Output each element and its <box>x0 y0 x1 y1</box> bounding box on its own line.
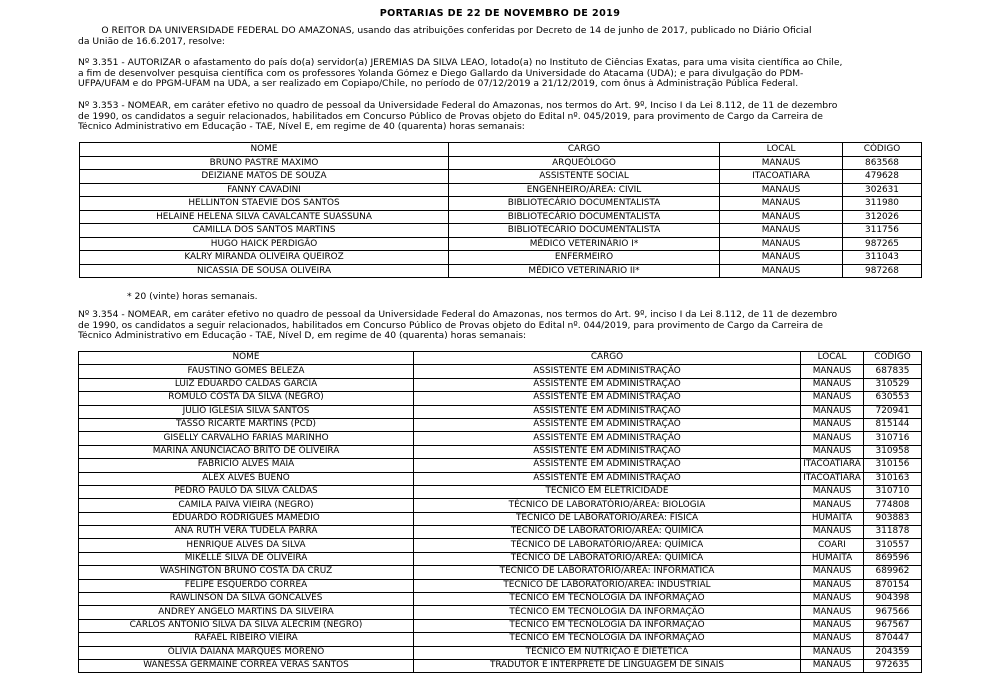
cell-cargo: TÉCNICO EM TECNOLOGIA DA INFORMAÇÃO <box>414 606 801 619</box>
cell-nome: CAMILLA DOS SANTOS MARTINS <box>80 224 449 238</box>
portaria-3353-line: Técnico Administrativo em Educação - TAE, Nível E, em regime de 40 (quarenta) horas semanais: <box>78 122 525 133</box>
cell-local: MANAUS <box>720 183 843 197</box>
cell-nome: RAWLINSON DA SILVA GONCALVES <box>79 593 414 606</box>
cell-local: MANAUS <box>801 579 864 592</box>
table-row <box>80 251 922 265</box>
cell-codigo: 311878 <box>864 526 922 539</box>
cell-nome: HELAINE HELENA SILVA CAVALCANTE SUASSUNA <box>80 210 449 224</box>
cell-nome: FELIPE ESQUERDO CORREA <box>79 579 414 592</box>
cell-local: ITACOATIARA <box>801 459 864 472</box>
cell-nome: EDUARDO RODRIGUES MAMÉDIO <box>79 512 414 525</box>
cell-local: MANAUS <box>801 418 864 431</box>
cell-codigo: 687835 <box>864 365 922 378</box>
column-header-local: LOCAL <box>801 352 864 365</box>
column-header-nome: NOME <box>80 143 449 157</box>
cell-local: MANAUS <box>720 237 843 251</box>
cell-nome: PEDRO PAULO DA SILVA CALDAS <box>79 485 414 498</box>
cell-cargo: BIBLIOTECÁRIO DOCUMENTALISTA <box>449 197 720 211</box>
table-row <box>80 264 922 278</box>
cell-cargo: TÉCNICO EM ELETRICIDADE <box>414 485 801 498</box>
cell-codigo: 972635 <box>864 659 922 672</box>
cell-nome: ALEX ALVES BUENO <box>79 472 414 485</box>
cell-nome: FABRICIO ALVES MAIA <box>79 459 414 472</box>
nomeacao-table-3353 <box>79 142 922 278</box>
table-row <box>79 472 922 485</box>
cell-cargo: MÉDICO VETERINÁRIO I* <box>449 237 720 251</box>
cell-codigo: 310710 <box>864 485 922 498</box>
table-row <box>79 432 922 445</box>
cell-nome: HENRIQUE ALVES DA SILVA <box>79 539 414 552</box>
cell-local: MANAUS <box>720 224 843 238</box>
cell-codigo: 774808 <box>864 499 922 512</box>
cell-codigo: 863568 <box>843 156 922 170</box>
cell-codigo: 869596 <box>864 552 922 565</box>
cell-nome: MARINA ANUNCIACAO BRITO DE OLIVEIRA <box>79 445 414 458</box>
nomeacao-table-3354 <box>78 351 922 673</box>
cell-cargo: ASSISTENTE EM ADMINISTRAÇÃO <box>414 392 801 405</box>
cell-codigo: 630553 <box>864 392 922 405</box>
cell-codigo: 310529 <box>864 378 922 391</box>
cell-nome: FANNY CAVADINI <box>80 183 449 197</box>
table-row <box>80 224 922 238</box>
cell-cargo: TÉCNICO DE LABORATÓRIO/ÁREA: INDUSTRIAL <box>414 579 801 592</box>
table-row <box>79 512 922 525</box>
cell-codigo: 312026 <box>843 210 922 224</box>
cell-cargo: ASSISTENTE EM ADMINISTRAÇÃO <box>414 432 801 445</box>
table-row <box>79 606 922 619</box>
table-row <box>79 633 922 646</box>
cell-codigo: 302631 <box>843 183 922 197</box>
intro-paragraph <box>78 26 922 47</box>
cell-local: COARI <box>801 539 864 552</box>
cell-local: MANAUS <box>801 499 864 512</box>
cell-cargo: ARQUEÓLOGO <box>449 156 720 170</box>
table-row <box>79 646 922 659</box>
table-row <box>79 485 922 498</box>
cell-local: ITACOATIARA <box>801 472 864 485</box>
cell-codigo: 310958 <box>864 445 922 458</box>
table-row <box>80 210 922 224</box>
cell-cargo: TÉCNICO DE LABORATÓRIO/ÁREA: QUÍMICA <box>414 526 801 539</box>
table-body <box>80 156 922 278</box>
cell-cargo: TÉCNICO EM NUTRIÇÃO E DIETÉTICA <box>414 646 801 659</box>
cell-local: MANAUS <box>801 633 864 646</box>
cell-nome: WASHINGTON BRUNO COSTA DA CRUZ <box>79 566 414 579</box>
cell-codigo: 720941 <box>864 405 922 418</box>
cell-nome: KALRY MIRANDA OLIVEIRA QUEIROZ <box>80 251 449 265</box>
table-body <box>79 365 922 673</box>
intro-line: da União de 16.6.2017, resolve: <box>78 36 226 47</box>
column-header-nome: NOME <box>79 352 414 365</box>
table-header-row <box>80 143 922 157</box>
cell-local: MANAUS <box>801 619 864 632</box>
cell-local: MANAUS <box>801 365 864 378</box>
table-row <box>79 392 922 405</box>
cell-local: MANAUS <box>720 156 843 170</box>
cell-local: ITACOATIARA <box>720 170 843 184</box>
cell-nome: ANDREY ANGELO MARTINS DA SILVEIRA <box>79 606 414 619</box>
table-row <box>79 593 922 606</box>
table-row <box>80 183 922 197</box>
cell-cargo: ASSISTENTE EM ADMINISTRAÇÃO <box>414 445 801 458</box>
table-row <box>79 552 922 565</box>
table-row <box>79 499 922 512</box>
cell-local: MANAUS <box>720 264 843 278</box>
table-row <box>79 418 922 431</box>
portaria-3354-paragraph <box>78 310 922 342</box>
cell-local: MANAUS <box>801 526 864 539</box>
footnote: * 20 (vinte) horas semanais. <box>127 291 258 302</box>
cell-local: MANAUS <box>801 646 864 659</box>
cell-nome: GISELLY CARVALHO FARIAS MARINHO <box>79 432 414 445</box>
cell-nome: HELLINTON STAEVIE DOS SANTOS <box>80 197 449 211</box>
cell-cargo: ASSISTENTE EM ADMINISTRAÇÃO <box>414 365 801 378</box>
cell-cargo: ASSISTENTE EM ADMINISTRAÇÃO <box>414 418 801 431</box>
cell-local: MANAUS <box>720 197 843 211</box>
cell-nome: OLIVIA DAIANA MARQUES MORENO <box>79 646 414 659</box>
table-row <box>79 539 922 552</box>
cell-local: HUMAITÁ <box>801 552 864 565</box>
cell-local: MANAUS <box>801 606 864 619</box>
table-row <box>79 459 922 472</box>
cell-nome: LUIZ EDUARDO CALDAS GARCIA <box>79 378 414 391</box>
cell-nome: WANESSA GERMAINE CORREA VERAS SANTOS <box>79 659 414 672</box>
cell-local: MANAUS <box>720 210 843 224</box>
cell-local: MANAUS <box>801 593 864 606</box>
column-header-codigo: CÓDIGO <box>843 143 922 157</box>
cell-codigo: 967566 <box>864 606 922 619</box>
cell-nome: HUGO HAICK PERDIGÃO <box>80 237 449 251</box>
cell-nome: RAFAEL RIBEIRO VIEIRA <box>79 633 414 646</box>
cell-cargo: TÉCNICO DE LABORATÓRIO/ÁREA: BIOLOGIA <box>414 499 801 512</box>
cell-codigo: 904398 <box>864 593 922 606</box>
cell-codigo: 689962 <box>864 566 922 579</box>
column-header-cargo: CARGO <box>449 143 720 157</box>
portaria-3353-paragraph <box>78 101 922 133</box>
portaria-3351-line: UFPA/UFAM e do PPGM-UFAM na UDA, a ser realizado em Copiapo/Chile, no período de 07/12/2019 a 21/12/2019, com ônus à Administração Pública Federal. <box>78 79 799 90</box>
table-row <box>80 156 922 170</box>
cell-codigo: 903883 <box>864 512 922 525</box>
table-row <box>79 579 922 592</box>
cell-cargo: TÉCNICO DE LABORATÓRIO/ÁREA: QUÍMICA <box>414 539 801 552</box>
cell-cargo: ASSISTENTE EM ADMINISTRAÇÃO <box>414 378 801 391</box>
cell-codigo: 310163 <box>864 472 922 485</box>
cell-nome: ROMULO COSTA DA SILVA (NEGRO) <box>79 392 414 405</box>
table-row <box>79 405 922 418</box>
cell-cargo: TÉCNICO EM TECNOLOGIA DA INFORMAÇÃO <box>414 633 801 646</box>
table-row <box>80 170 922 184</box>
cell-local: MANAUS <box>801 405 864 418</box>
column-header-codigo: CÓDIGO <box>864 352 922 365</box>
cell-cargo: TÉCNICO DE LABORATÓRIO/ÁREA: QUÍMICA <box>414 552 801 565</box>
portaria-3353-line: de 1990, os candidatos a seguir relacionados, habilitados em Concurso Público de Provas objeto do Edital nº. 045/2019, para provimento de Cargo da Carreira de <box>78 111 823 122</box>
cell-codigo: 815144 <box>864 418 922 431</box>
portaria-3353-line: Nº 3.353 - NOMEAR, em caráter efetivo no quadro de pessoal da Universidade Federal do Amazonas, nos termos do Art. 9º, Inciso I da Lei 8.112, de 11 de dezembro <box>78 101 838 111</box>
table-row <box>79 619 922 632</box>
table-row <box>79 365 922 378</box>
cell-cargo: TÉCNICO EM TECNOLOGIA DA INFORMAÇÃO <box>414 593 801 606</box>
cell-codigo: 310716 <box>864 432 922 445</box>
cell-cargo: ASSISTENTE SOCIAL <box>449 170 720 184</box>
intro-line: O REITOR DA UNIVERSIDADE FEDERAL DO AMAZONAS, usando das atribuições conferidas por Decreto de 14 de junho de 2017, publicado no Diário Oficial <box>78 26 812 36</box>
cell-nome: JULIO IGLESIA SILVA SANTOS <box>79 405 414 418</box>
cell-local: MANAUS <box>801 566 864 579</box>
column-header-cargo: CARGO <box>414 352 801 365</box>
cell-cargo: TÉCNICO DE LABORATÓRIO/ÁREA: INFORMÁTICA <box>414 566 801 579</box>
cell-nome: ANA RUTH VERA TUDELA PARRA <box>79 526 414 539</box>
cell-nome: FAUSTINO GOMES BELEZA <box>79 365 414 378</box>
portaria-3354-line: Técnico Administrativo em Educação - TAE, Nível D, em regime de 40 (quarenta) horas semanais: <box>78 331 527 342</box>
cell-cargo: ENGENHEIRO/ÁREA: CIVIL <box>449 183 720 197</box>
table-row <box>79 659 922 672</box>
cell-cargo: ASSISTENTE EM ADMINISTRAÇÃO <box>414 472 801 485</box>
cell-nome: MIKELLE SILVA DE OLIVEIRA <box>79 552 414 565</box>
column-header-local: LOCAL <box>720 143 843 157</box>
cell-codigo: 479628 <box>843 170 922 184</box>
portaria-3351-paragraph <box>78 58 922 90</box>
cell-nome: CAMILA PAIVA VIEIRA (NEGRO) <box>79 499 414 512</box>
cell-cargo: ENFERMEIRO <box>449 251 720 265</box>
cell-cargo: BIBLIOTECÁRIO DOCUMENTALISTA <box>449 210 720 224</box>
cell-codigo: 204359 <box>864 646 922 659</box>
cell-codigo: 311043 <box>843 251 922 265</box>
cell-local: HUMAITÁ <box>801 512 864 525</box>
cell-nome: TASSO RICARTE MARTINS (PCD) <box>79 418 414 431</box>
cell-nome: CARLOS ANTONIO SILVA DA SILVA ALECRIM (NEGRO) <box>79 619 414 632</box>
page-title: PORTARIAS DE 22 DE NOVEMBRO DE 2019 <box>379 8 621 19</box>
cell-cargo: TRADUTOR E INTÉRPRETE DE LINGUAGEM DE SINAIS <box>414 659 801 672</box>
cell-local: MANAUS <box>801 659 864 672</box>
cell-codigo: 870154 <box>864 579 922 592</box>
table-row <box>80 237 922 251</box>
table-row <box>80 197 922 211</box>
cell-nome: NICASSIA DE SOUSA OLIVEIRA <box>80 264 449 278</box>
cell-local: MANAUS <box>801 378 864 391</box>
portaria-3351-line: Nº 3.351 - AUTORIZAR o afastamento do país do(a) servidor(a) JEREMIAS DA SILVA LEÃO, lotado(a) no Instituto de Ciências Exatas, para uma visita científica ao Chile, <box>78 58 843 68</box>
cell-codigo: 310156 <box>864 459 922 472</box>
cell-local: MANAUS <box>720 251 843 265</box>
cell-local: MANAUS <box>801 445 864 458</box>
table-row <box>79 526 922 539</box>
cell-codigo: 967567 <box>864 619 922 632</box>
table-row <box>79 378 922 391</box>
cell-nome: BRUNO PASTRE MAXIMO <box>80 156 449 170</box>
cell-local: MANAUS <box>801 485 864 498</box>
cell-codigo: 311980 <box>843 197 922 211</box>
cell-cargo: TÉCNICO EM TECNOLOGIA DA INFORMAÇÃO <box>414 619 801 632</box>
cell-codigo: 870447 <box>864 633 922 646</box>
cell-local: MANAUS <box>801 432 864 445</box>
table-header-row <box>79 352 922 365</box>
cell-codigo: 311756 <box>843 224 922 238</box>
table-row <box>79 566 922 579</box>
cell-codigo: 987268 <box>843 264 922 278</box>
cell-codigo: 310557 <box>864 539 922 552</box>
cell-nome: DEIZIANE MATOS DE SOUZA <box>80 170 449 184</box>
cell-cargo: BIBLIOTECÁRIO DOCUMENTALISTA <box>449 224 720 238</box>
cell-cargo: ASSISTENTE EM ADMINISTRAÇÃO <box>414 459 801 472</box>
table-row <box>79 445 922 458</box>
portaria-3354-line: Nº 3.354 - NOMEAR, em caráter efetivo no quadro de pessoal da Universidade Federal do Amazonas, nos termos do Art. 9º, inciso I da Lei 8.112, de 11 de dezembro <box>78 310 838 320</box>
cell-codigo: 987265 <box>843 237 922 251</box>
cell-local: MANAUS <box>801 392 864 405</box>
portaria-3354-line: de 1990, os candidatos a seguir relacionados, habilitados em Concurso Público de Provas objeto do Edital nº. 044/2019, para provimento de Cargo da Carreira de <box>78 320 823 331</box>
portaria-3351-line: a fim de desenvolver pesquisa científica com os professores Yolanda Gómez e Diego Gallardo da Universidade do Atacama (UDA); e para divulgação do PDM- <box>78 68 804 79</box>
cell-cargo: ASSISTENTE EM ADMINISTRAÇÃO <box>414 405 801 418</box>
cell-cargo: MÉDICO VETERINÁRIO II* <box>449 264 720 278</box>
cell-cargo: TÉCNICO DE LABORATÓRIO/ÁREA: FÍSICA <box>414 512 801 525</box>
